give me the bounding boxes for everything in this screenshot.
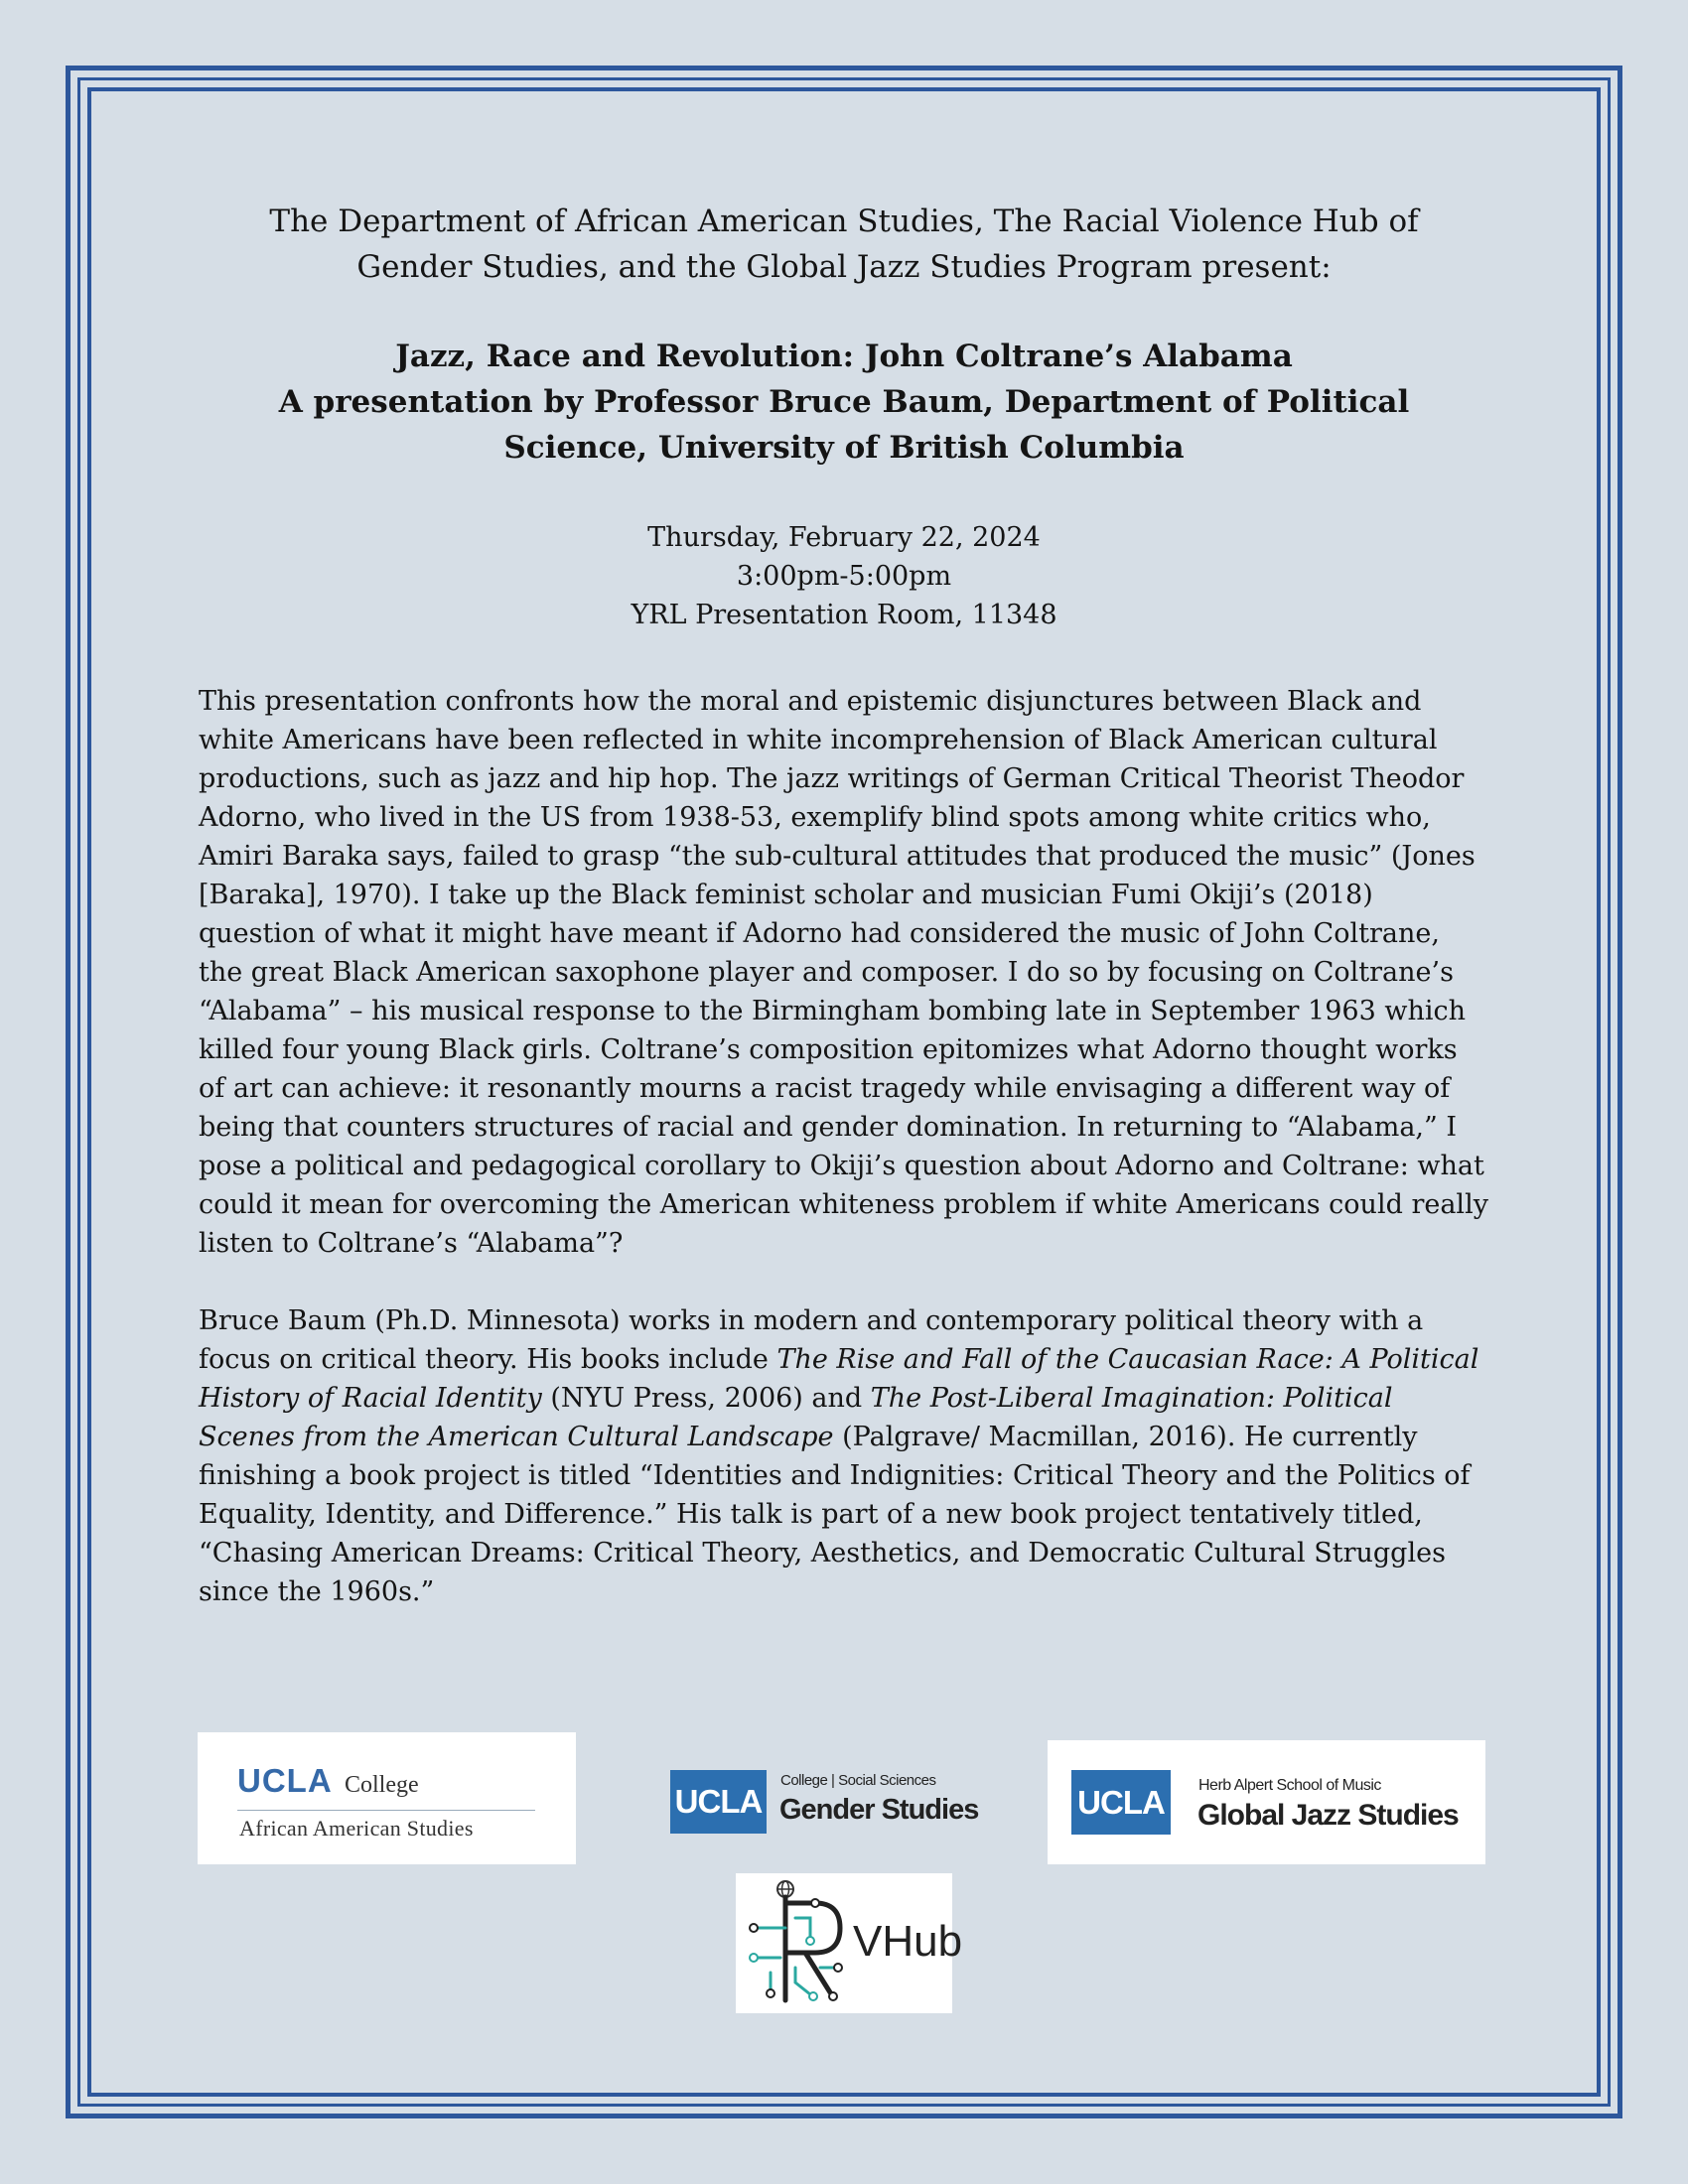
bio-book-2: The Post-Liberal Imagination: Political Scenes from the American Cultural Landscape <box>199 1383 1393 1452</box>
ucla-global-jazz-studies-logo <box>1048 1740 1485 1864</box>
aas-divider <box>237 1810 535 1811</box>
flyer-content <box>199 199 1489 1611</box>
bio-text-3: (Palgrave/ Macmillan, 2016). He currently finishing a book project is titled “Identities and Indignities: Critical Theory and the Politics of Equality, Identity, and Difference.” His talk is part of a new book project tentatively titled, “Chasing American Dreams: Critical Theory, Aesthetics, and Democratic Cultural Struggles since the 1960s.” <box>199 1422 1471 1607</box>
bio-book-1: The Rise and Fall of the Caucasian Race: A Political History of Racial Identity <box>199 1344 1479 1414</box>
aas-ucla-wordmark: UCLA <box>237 1762 333 1799</box>
gjs-school-label: Herb Alpert School of Music <box>1198 1777 1381 1794</box>
aas-dept-label: African American Studies <box>239 1816 474 1841</box>
gs-ucla-wordmark: UCLA <box>670 1770 767 1834</box>
gjs-ucla-wordmark: UCLA <box>1071 1770 1171 1835</box>
abstract-paragraph: This presentation confronts how the moral and epistemic disjunctures between Black and white Americans have been reflected in white incomprehension of Black American cultural productions, such as jazz and hip hop. The jazz writings of German Critical Theorist Theodor Adorno, who lived in the US from 1938-53, exemplify blind spots among white critics who, Amiri Baraka says, failed to grasp “the sub-cultural attitudes that produced the music” (Jones [Baraka], 1970). I take up the Black feminist scholar and musician Fumi Okiji’s (2018) question of what it might have meant if Adorno had considered the music of John Coltrane, the great Black American saxophone player and composer. I do so by focusing on Coltrane’s “Alabama” – his musical response to the Birmingham bombing late in September 1963 which killed four young Black girls. Coltrane’s composition epitomizes what Adorno thought works of art can achieve: it resonantly mourns a racist tragedy while envisaging a different way of being that counters structures of racial and gender domination. In returning to “Alabama,” I pose a political and pedagogical corollary to Okiji’s question about Adorno and Coltrane: what could it mean for overcoming the American whiteness problem if white Americans could really listen to Coltrane’s “Alabama”? <box>199 686 1488 1259</box>
intro-line-2: Gender Studies, and the Global Jazz Studies Program present: <box>356 249 1332 285</box>
title-line-1: Jazz, Race and Revolution: John Coltrane’s Alabama <box>395 339 1293 374</box>
bio-text-2: (NYU Press, 2006) and <box>541 1383 871 1414</box>
title-line-3: Science, University of British Columbia <box>503 430 1185 466</box>
event-date: Thursday, February 22, 2024 <box>647 522 1041 553</box>
rvhub-circuit-icon <box>736 1873 865 2013</box>
gs-dept-label: Gender Studies <box>779 1794 979 1826</box>
aas-college-label: College <box>345 1772 419 1798</box>
ucla-gender-studies-logo <box>669 1767 979 1837</box>
intro-line-1: The Department of African American Studies, The Racial Violence Hub of <box>269 204 1419 239</box>
event-details <box>199 518 1489 634</box>
event-time: 3:00pm-5:00pm <box>736 561 952 592</box>
gs-college-label: College | Social Sciences <box>780 1772 936 1789</box>
title-line-2: A presentation by Professor Bruce Baum, Department of Political <box>278 384 1410 420</box>
presenters-intro <box>199 199 1489 290</box>
bio-text-1: Bruce Baum (Ph.D. Minnesota) works in modern and contemporary political theory with a focus on critical theory. His books include <box>199 1305 1424 1375</box>
event-location: YRL Presentation Room, 11348 <box>631 600 1057 630</box>
ucla-african-american-studies-logo <box>198 1732 576 1864</box>
rvhub-logo <box>736 1873 963 2013</box>
gjs-dept-label: Global Jazz Studies <box>1197 1799 1459 1832</box>
speaker-bio <box>199 1301 1489 1611</box>
rvhub-wordmark: VHub <box>853 1917 963 1966</box>
event-title <box>199 334 1489 471</box>
